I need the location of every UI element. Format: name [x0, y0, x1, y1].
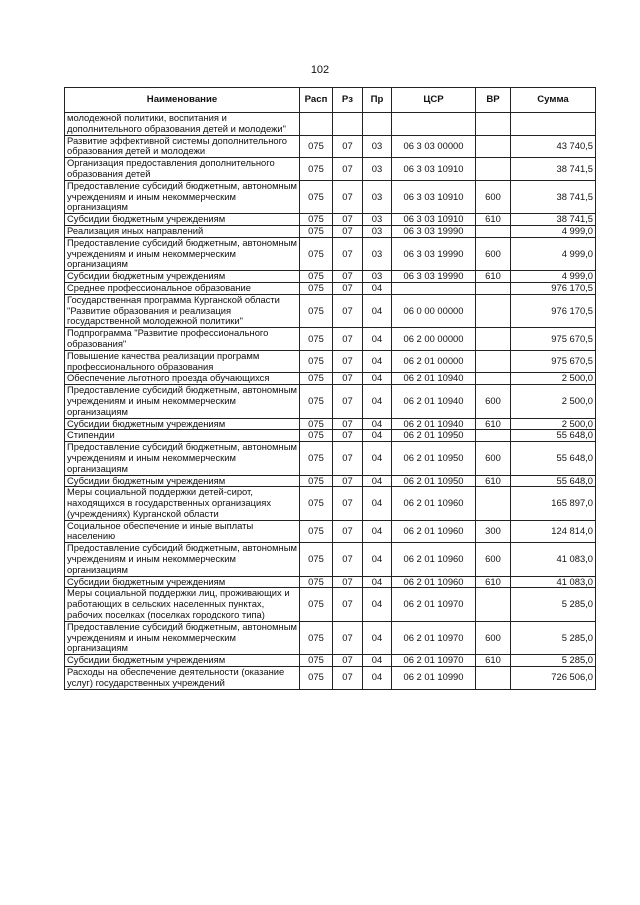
cell-csr: 06 2 01 10970 — [392, 655, 476, 667]
cell-rz: 07 — [333, 588, 363, 621]
cell-csr — [392, 282, 476, 294]
cell-sum: 976 170,5 — [511, 282, 596, 294]
cell-rasp — [300, 113, 333, 136]
cell-csr: 06 2 01 10990 — [392, 667, 476, 690]
table-row — [65, 520, 596, 543]
cell-rz: 07 — [333, 655, 363, 667]
cell-name: Субсидии бюджетным учреждениям — [65, 271, 300, 283]
cell-sum: 38 741,5 — [511, 180, 596, 213]
cell-pr: 04 — [363, 385, 392, 418]
table-row — [65, 180, 596, 213]
cell-sum: 975 670,5 — [511, 350, 596, 373]
cell-vr: 610 — [476, 214, 511, 226]
cell-rasp: 075 — [300, 350, 333, 373]
table-row — [65, 282, 596, 294]
cell-rasp: 075 — [300, 225, 333, 237]
cell-name: Предоставление субсидий бюджетным, автономным учреждениям и иным некоммерческим организациям — [65, 442, 300, 475]
cell-pr: 04 — [363, 621, 392, 654]
cell-sum: 5 285,0 — [511, 588, 596, 621]
table-row — [65, 271, 596, 283]
cell-rz: 07 — [333, 475, 363, 487]
cell-name: Социальное обеспечение и иные выплаты населению — [65, 520, 300, 543]
cell-rasp: 075 — [300, 442, 333, 475]
cell-rz: 07 — [333, 430, 363, 442]
cell-sum: 55 648,0 — [511, 430, 596, 442]
cell-rasp: 075 — [300, 158, 333, 181]
header-rz: Рз — [333, 88, 363, 113]
table-body — [65, 113, 596, 690]
cell-rasp: 075 — [300, 520, 333, 543]
cell-name: Субсидии бюджетным учреждениям — [65, 576, 300, 588]
header-csr: ЦСР — [392, 88, 476, 113]
cell-rasp: 075 — [300, 475, 333, 487]
cell-name: Повышение качества реализации программ профессионального образования — [65, 350, 300, 373]
cell-pr: 04 — [363, 328, 392, 351]
cell-pr: 04 — [363, 655, 392, 667]
table-row — [65, 543, 596, 576]
cell-name: Предоставление субсидий бюджетным, автономным учреждениям и иным некоммерческим организациям — [65, 543, 300, 576]
cell-csr: 06 3 03 00000 — [392, 135, 476, 158]
cell-rz: 07 — [333, 543, 363, 576]
cell-csr: 06 2 01 10960 — [392, 576, 476, 588]
cell-pr: 03 — [363, 214, 392, 226]
cell-rz: 07 — [333, 621, 363, 654]
cell-name: Стипендии — [65, 430, 300, 442]
table-row — [65, 667, 596, 690]
cell-rz: 07 — [333, 487, 363, 520]
cell-vr: 610 — [476, 475, 511, 487]
cell-rasp: 075 — [300, 576, 333, 588]
table-row — [65, 487, 596, 520]
cell-rz: 07 — [333, 180, 363, 213]
cell-vr — [476, 588, 511, 621]
cell-csr: 06 2 01 10950 — [392, 475, 476, 487]
cell-pr: 03 — [363, 271, 392, 283]
cell-rz: 07 — [333, 328, 363, 351]
table-row — [65, 430, 596, 442]
cell-rasp: 075 — [300, 430, 333, 442]
cell-rz: 07 — [333, 237, 363, 270]
cell-name: Подпрограмма "Развитие профессионального образования" — [65, 328, 300, 351]
cell-sum — [511, 113, 596, 136]
cell-sum: 4 999,0 — [511, 237, 596, 270]
cell-sum: 38 741,5 — [511, 214, 596, 226]
cell-pr: 04 — [363, 667, 392, 690]
cell-rasp: 075 — [300, 655, 333, 667]
cell-vr: 600 — [476, 543, 511, 576]
cell-csr: 06 2 01 10960 — [392, 520, 476, 543]
cell-rz: 07 — [333, 158, 363, 181]
cell-pr: 04 — [363, 543, 392, 576]
cell-pr: 03 — [363, 158, 392, 181]
cell-sum: 726 506,0 — [511, 667, 596, 690]
table-row — [65, 135, 596, 158]
table-row — [65, 158, 596, 181]
cell-rz: 07 — [333, 418, 363, 430]
cell-csr: 06 0 00 00000 — [392, 294, 476, 327]
cell-rasp: 075 — [300, 385, 333, 418]
cell-vr — [476, 225, 511, 237]
cell-sum: 38 741,5 — [511, 158, 596, 181]
cell-sum: 2 500,0 — [511, 418, 596, 430]
cell-pr: 04 — [363, 475, 392, 487]
header-sum: Сумма — [511, 88, 596, 113]
cell-sum: 165 897,0 — [511, 487, 596, 520]
cell-rasp: 075 — [300, 282, 333, 294]
cell-sum: 976 170,5 — [511, 294, 596, 327]
table-row — [65, 328, 596, 351]
cell-rasp: 075 — [300, 667, 333, 690]
table-row — [65, 350, 596, 373]
cell-name: Субсидии бюджетным учреждениям — [65, 475, 300, 487]
cell-csr: 06 2 00 00000 — [392, 328, 476, 351]
cell-sum: 55 648,0 — [511, 475, 596, 487]
cell-rz — [333, 113, 363, 136]
cell-rz: 07 — [333, 214, 363, 226]
table-row — [65, 385, 596, 418]
cell-vr — [476, 328, 511, 351]
cell-vr — [476, 487, 511, 520]
cell-pr: 03 — [363, 135, 392, 158]
cell-csr: 06 3 03 19990 — [392, 271, 476, 283]
cell-pr: 04 — [363, 294, 392, 327]
cell-name: Предоставление субсидий бюджетным, автономным учреждениям и иным некоммерческим организациям — [65, 180, 300, 213]
cell-name: Предоставление субсидий бюджетным, автономным учреждениям и иным некоммерческим организациям — [65, 621, 300, 654]
table-row — [65, 442, 596, 475]
cell-vr: 600 — [476, 237, 511, 270]
cell-csr: 06 3 03 10910 — [392, 158, 476, 181]
table-row — [65, 373, 596, 385]
table-row — [65, 621, 596, 654]
cell-rasp: 075 — [300, 621, 333, 654]
cell-sum: 41 083,0 — [511, 576, 596, 588]
header-pr: Пр — [363, 88, 392, 113]
cell-rasp: 075 — [300, 543, 333, 576]
cell-pr: 04 — [363, 418, 392, 430]
cell-csr: 06 2 01 10940 — [392, 385, 476, 418]
cell-rz: 07 — [333, 282, 363, 294]
table-row — [65, 655, 596, 667]
cell-csr: 06 3 03 19990 — [392, 225, 476, 237]
cell-csr: 06 2 01 10950 — [392, 442, 476, 475]
cell-sum: 5 285,0 — [511, 621, 596, 654]
cell-csr: 06 3 03 10910 — [392, 180, 476, 213]
cell-pr: 04 — [363, 373, 392, 385]
cell-pr: 04 — [363, 487, 392, 520]
cell-vr: 600 — [476, 385, 511, 418]
header-row — [65, 88, 596, 113]
cell-vr — [476, 158, 511, 181]
cell-pr: 04 — [363, 576, 392, 588]
table-row — [65, 418, 596, 430]
cell-name: Предоставление субсидий бюджетным, автономным учреждениям и иным некоммерческим организациям — [65, 385, 300, 418]
cell-sum: 4 999,0 — [511, 271, 596, 283]
cell-csr: 06 2 01 10970 — [392, 588, 476, 621]
cell-pr: 03 — [363, 237, 392, 270]
cell-csr: 06 2 01 10950 — [392, 430, 476, 442]
cell-vr: 610 — [476, 655, 511, 667]
cell-pr: 04 — [363, 430, 392, 442]
cell-vr: 300 — [476, 520, 511, 543]
cell-name: Организация предоставления дополнительного образования детей — [65, 158, 300, 181]
cell-rz: 07 — [333, 667, 363, 690]
cell-vr: 610 — [476, 271, 511, 283]
cell-rasp: 075 — [300, 237, 333, 270]
cell-csr: 06 2 01 10970 — [392, 621, 476, 654]
cell-rz: 07 — [333, 271, 363, 283]
cell-name: Субсидии бюджетным учреждениям — [65, 655, 300, 667]
cell-pr: 04 — [363, 520, 392, 543]
cell-pr: 03 — [363, 225, 392, 237]
cell-rz: 07 — [333, 442, 363, 475]
cell-csr: 06 2 01 00000 — [392, 350, 476, 373]
cell-name: Среднее профессиональное образование — [65, 282, 300, 294]
cell-name: Обеспечение льготного проезда обучающихся — [65, 373, 300, 385]
cell-sum: 124 814,0 — [511, 520, 596, 543]
cell-vr — [476, 373, 511, 385]
cell-rz: 07 — [333, 576, 363, 588]
cell-csr: 06 2 01 10960 — [392, 543, 476, 576]
cell-vr — [476, 294, 511, 327]
cell-vr: 600 — [476, 621, 511, 654]
cell-pr: 04 — [363, 350, 392, 373]
table-header — [65, 88, 596, 113]
cell-vr: 600 — [476, 180, 511, 213]
cell-vr: 610 — [476, 576, 511, 588]
cell-csr: 06 3 03 19990 — [392, 237, 476, 270]
cell-vr — [476, 430, 511, 442]
cell-rz: 07 — [333, 294, 363, 327]
cell-sum: 975 670,5 — [511, 328, 596, 351]
cell-rasp: 075 — [300, 294, 333, 327]
cell-rasp: 075 — [300, 328, 333, 351]
header-rasp: Расп — [300, 88, 333, 113]
cell-rasp: 075 — [300, 588, 333, 621]
cell-pr: 03 — [363, 180, 392, 213]
cell-name: Реализация иных направлений — [65, 225, 300, 237]
cell-pr — [363, 113, 392, 136]
cell-rz: 07 — [333, 225, 363, 237]
cell-name: Расходы на обеспечение деятельности (оказание услуг) государственных учреждений — [65, 667, 300, 690]
header-vr: ВР — [476, 88, 511, 113]
cell-vr — [476, 135, 511, 158]
cell-sum: 5 285,0 — [511, 655, 596, 667]
table-row — [65, 576, 596, 588]
cell-rz: 07 — [333, 350, 363, 373]
cell-rasp: 075 — [300, 373, 333, 385]
cell-csr: 06 2 01 10940 — [392, 373, 476, 385]
cell-name: Меры социальной поддержки детей-сирот, находящихся в государственных организациях (учреждениях) Курганской области — [65, 487, 300, 520]
table-row — [65, 294, 596, 327]
cell-rasp: 075 — [300, 271, 333, 283]
header-name: Наименование — [65, 88, 300, 113]
table-row — [65, 588, 596, 621]
cell-vr — [476, 113, 511, 136]
cell-rz: 07 — [333, 520, 363, 543]
cell-name: Субсидии бюджетным учреждениям — [65, 418, 300, 430]
cell-rasp: 075 — [300, 418, 333, 430]
cell-vr — [476, 350, 511, 373]
cell-sum: 55 648,0 — [511, 442, 596, 475]
budget-table — [64, 87, 596, 690]
cell-sum: 43 740,5 — [511, 135, 596, 158]
cell-csr: 06 2 01 10960 — [392, 487, 476, 520]
cell-rz: 07 — [333, 385, 363, 418]
cell-name: Меры социальной поддержки лиц, проживающих и работающих в сельских населенных пунктах, рабочих поселках (поселках городского типа) — [65, 588, 300, 621]
cell-rasp: 075 — [300, 135, 333, 158]
cell-pr: 04 — [363, 442, 392, 475]
table-row — [65, 475, 596, 487]
cell-csr — [392, 113, 476, 136]
cell-rasp: 075 — [300, 214, 333, 226]
cell-sum: 41 083,0 — [511, 543, 596, 576]
cell-name: Предоставление субсидий бюджетным, автономным учреждениям и иным некоммерческим организациям — [65, 237, 300, 270]
cell-csr: 06 2 01 10940 — [392, 418, 476, 430]
cell-vr: 610 — [476, 418, 511, 430]
cell-csr: 06 3 03 10910 — [392, 214, 476, 226]
cell-name: Субсидии бюджетным учреждениям — [65, 214, 300, 226]
table-row — [65, 237, 596, 270]
cell-rz: 07 — [333, 135, 363, 158]
cell-sum: 4 999,0 — [511, 225, 596, 237]
cell-pr: 04 — [363, 588, 392, 621]
cell-vr — [476, 282, 511, 294]
cell-name: Развитие эффективной системы дополнительного образования детей и молодежи — [65, 135, 300, 158]
page-number: 102 — [310, 64, 330, 76]
table-row — [65, 225, 596, 237]
table-row — [65, 214, 596, 226]
cell-pr: 04 — [363, 282, 392, 294]
cell-rasp: 075 — [300, 180, 333, 213]
table-row — [65, 113, 596, 136]
cell-name: Государственная программа Курганской области "Развитие образования и реализация государственной молодежной политики" — [65, 294, 300, 327]
cell-sum: 2 500,0 — [511, 385, 596, 418]
cell-rz: 07 — [333, 373, 363, 385]
cell-sum: 2 500,0 — [511, 373, 596, 385]
cell-name: молодежной политики, воспитания и дополнительного образования детей и молодежи" — [65, 113, 300, 136]
cell-rasp: 075 — [300, 487, 333, 520]
cell-vr — [476, 667, 511, 690]
cell-vr: 600 — [476, 442, 511, 475]
